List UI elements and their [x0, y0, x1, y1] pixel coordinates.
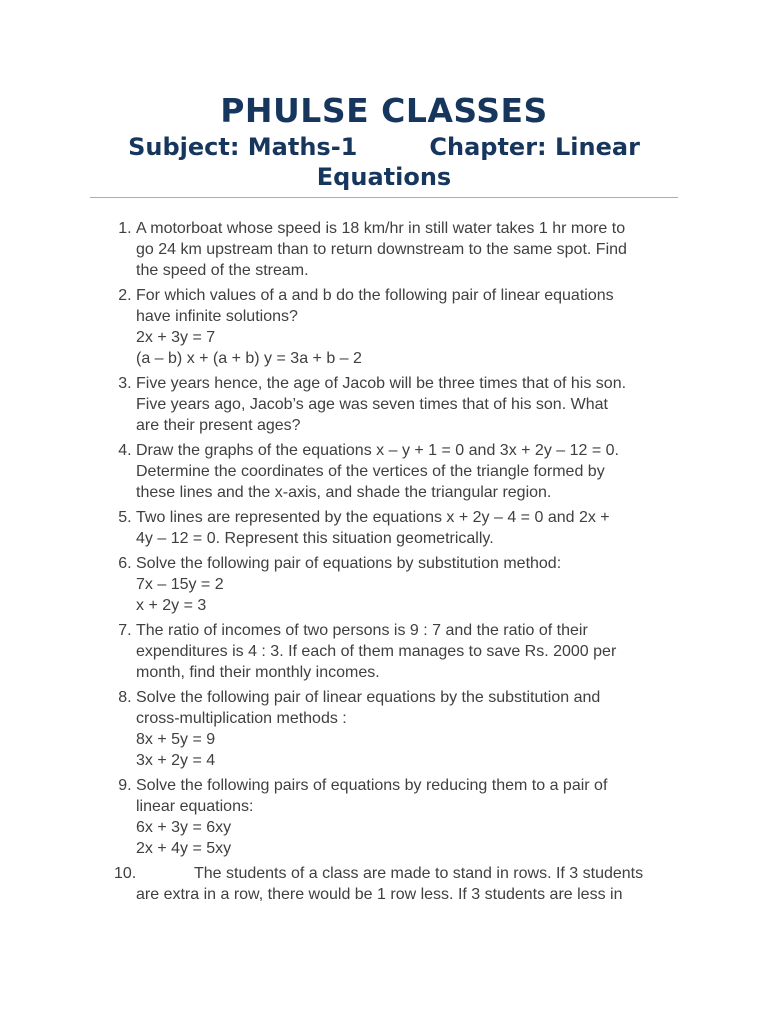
question-line: Solve the following pair of equations by substitution method:	[136, 555, 562, 572]
question-number: 1.	[118, 220, 132, 237]
question-number: 7.	[118, 622, 132, 639]
question-line: Solve the following pair of linear equations by the substitution and	[136, 689, 601, 706]
equation-line: 2x + 3y = 7	[136, 329, 216, 346]
question-item	[90, 507, 680, 549]
question-text	[136, 218, 680, 281]
question-text	[136, 775, 680, 859]
question-line: these lines and the x-axis, and shade the triangular region.	[136, 484, 552, 501]
equation-line: (a – b) x + (a + b) y = 3a + b – 2	[136, 350, 362, 367]
question-line: Five years hence, the age of Jacob will be three times that of his son.	[136, 375, 627, 392]
question-text	[136, 440, 680, 503]
question-text	[136, 687, 680, 771]
question-line: The ratio of incomes of two persons is 9 : 7 and the ratio of their	[136, 622, 588, 639]
chapter-label: Chapter: Linear	[429, 133, 640, 161]
question-line: expenditures is 4 : 3. If each of them manages to save Rs. 2000 per	[136, 643, 617, 660]
document-header	[0, 90, 768, 192]
question-number: 6.	[118, 555, 132, 572]
subtitle	[0, 132, 768, 162]
equation-line: 7x – 15y = 2	[136, 576, 224, 593]
question-line: Five years ago, Jacob’s age was seven times that of his son. What	[136, 396, 608, 413]
question-number: 2.	[118, 287, 132, 304]
question-item	[90, 620, 680, 683]
question-line: are extra in a row, there would be 1 row less. If 3 students are less in	[136, 886, 623, 903]
question-line: For which values of a and b do the following pair of linear equations	[136, 287, 614, 304]
question-line: have infinite solutions?	[136, 308, 298, 325]
question-number: 9.	[118, 777, 132, 794]
question-item	[90, 373, 680, 436]
question-line: Determine the coordinates of the vertices of the triangle formed by	[136, 463, 605, 480]
equation-line: 8x + 5y = 9	[136, 731, 216, 748]
question-text	[136, 507, 680, 549]
question-line: cross-multiplication methods :	[136, 710, 347, 727]
question-line: the speed of the stream.	[136, 262, 309, 279]
question-item	[90, 440, 680, 503]
question-number: 5.	[118, 509, 132, 526]
question-text	[136, 553, 680, 616]
question-line: Two lines are represented by the equations x + 2y – 4 = 0 and 2x +	[136, 509, 610, 526]
header-divider	[90, 197, 678, 198]
question-text	[90, 863, 680, 905]
question-text	[136, 285, 680, 369]
question-item	[90, 218, 680, 281]
question-line: are their present ages?	[136, 417, 301, 434]
question-text	[136, 620, 680, 683]
question-line: Solve the following pairs of equations by reducing them to a pair of	[136, 777, 608, 794]
question-line: A motorboat whose speed is 18 km/hr in still water takes 1 hr more to	[136, 220, 626, 237]
question-item	[90, 285, 680, 369]
chapter-continuation: Equations	[316, 163, 452, 191]
question-text	[136, 373, 680, 436]
question-line: month, find their monthly incomes.	[136, 664, 380, 681]
question-list	[90, 218, 680, 909]
question-item	[90, 553, 680, 616]
question-line: 4y – 12 = 0. Represent this situation geometrically.	[136, 530, 494, 547]
question-line: go 24 km upstream than to return downstream to the same spot. Find	[136, 241, 627, 258]
page-title: PHULSE CLASSES	[220, 91, 548, 130]
subject-label: Subject: Maths-1	[128, 133, 358, 161]
question-number: 3.	[118, 375, 132, 392]
question-item	[90, 687, 680, 771]
equation-line: 3x + 2y = 4	[136, 752, 216, 769]
question-item	[90, 863, 680, 905]
question-line: linear equations:	[136, 798, 254, 815]
question-item	[90, 775, 680, 859]
equation-line: 6x + 3y = 6xy	[136, 819, 232, 836]
question-number: 4.	[118, 442, 132, 459]
question-line: Draw the graphs of the equations x – y + 1 = 0 and 3x + 2y – 12 = 0.	[136, 442, 619, 459]
question-number: 10.	[114, 865, 137, 882]
question-line: The students of a class are made to stand in rows. If 3 students	[194, 865, 644, 882]
equation-line: x + 2y = 3	[136, 597, 207, 614]
question-number: 8.	[118, 689, 132, 706]
equation-line: 2x + 4y = 5xy	[136, 840, 232, 857]
